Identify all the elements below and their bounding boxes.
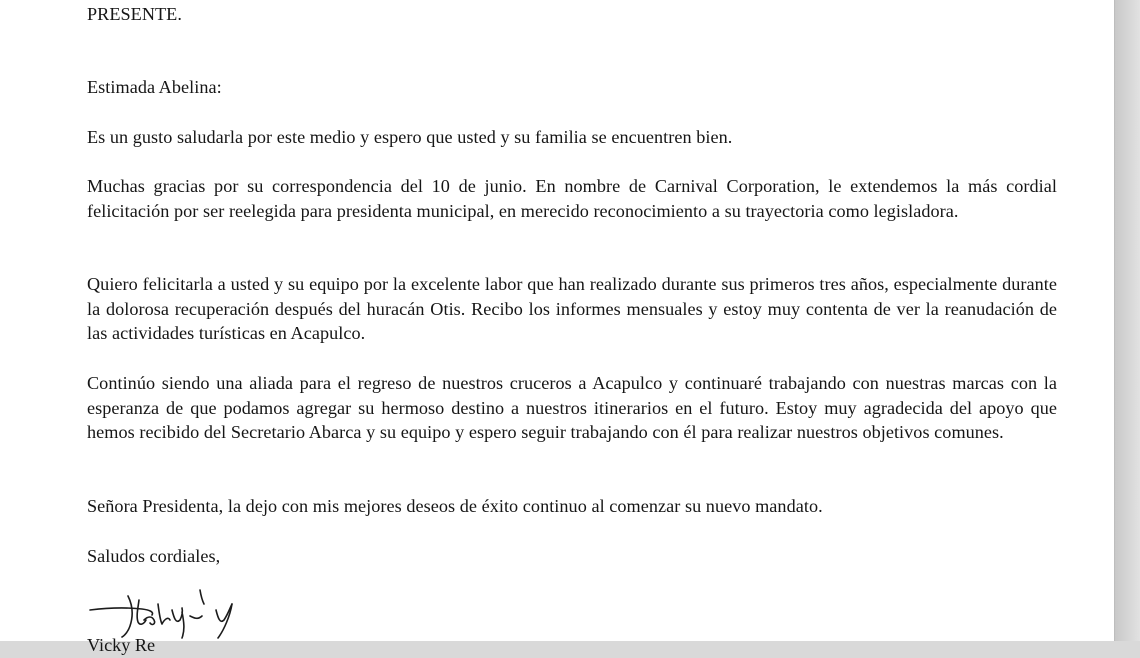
page-edge-shadow [1115,0,1140,641]
paragraph-farewell: Señora Presidenta, la dejo con mis mejores deseos de éxito continuo al comenzar su nuevo mandato. [87,496,823,516]
paragraph-congratulations: Muchas gracias por su correspondencia del 10 de junio. En nombre de Carnival Corporation, le extendemos la más cordial felicitación por ser reelegida para presidenta municipal, en merecido reconocimiento a su trayectoria como legisladora. [87,176,1057,221]
closing: Saludos cordiales, [87,546,221,566]
signer-name-partial: Vicky Re [87,635,156,655]
addressee-line: PRESENTE. [87,4,182,24]
salutation: Estimada Abelina: [87,77,222,97]
paragraph-greeting: Es un gusto saludarla por este medio y espero que usted y su familia se encuentren bien. [87,127,733,147]
paragraph-acknowledgement: Quiero felicitarla a usted y su equipo por la excelente labor que han realizado durante sus primeros tres años, especialmente durante la dolorosa recuperación después del huracán Otis. Recibo los informes mensuales y estoy muy contenta de ver la reanudación de las actividades turísticas en Acapulco. [87,274,1057,343]
paragraph-cruise-alliance: Continúo siendo una aliada para el regreso de nuestros cruceros a Acapulco y continuaré trabajando con nuestras marcas con la esperanza de que podamos agregar su hermoso destino a nuestros itinerarios en el futuro. Estoy muy agradecida del apoyo que hemos recibido del Secretario Abarca y su equipo y espero seguir trabajando con él para realizar nuestros objetivos comunes. [87,373,1057,442]
